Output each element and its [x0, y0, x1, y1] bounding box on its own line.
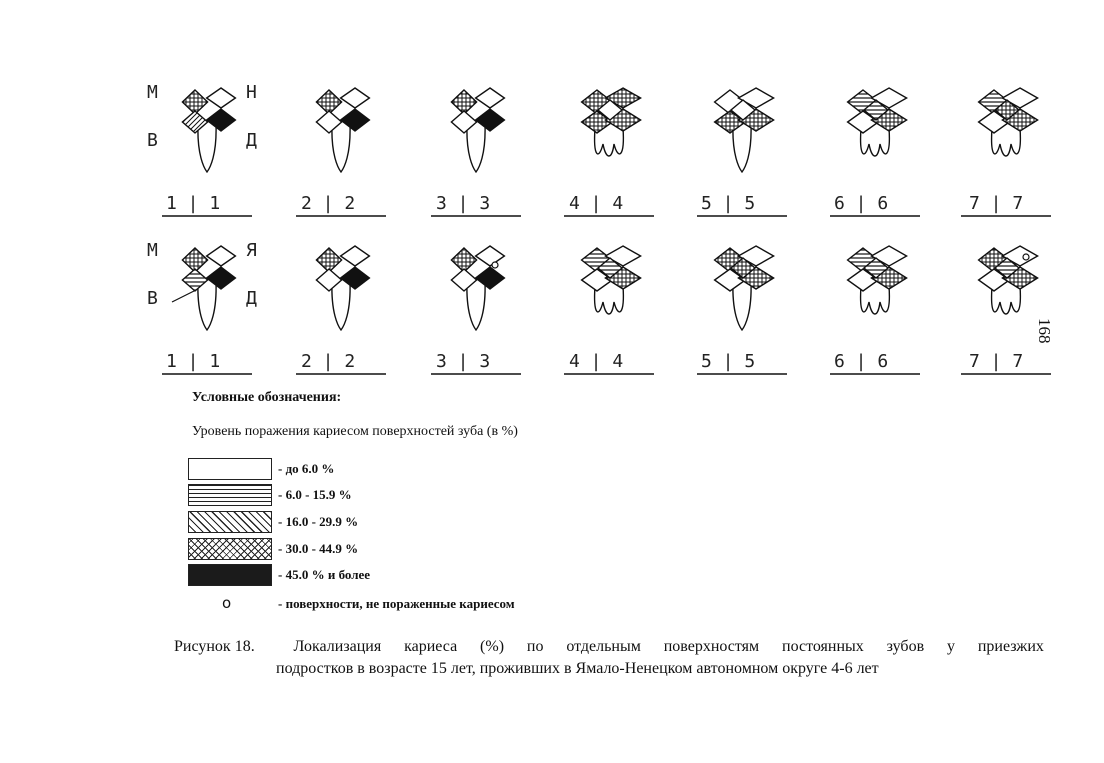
- legend-label-2: - 16.0 - 29.9 %: [278, 514, 359, 529]
- label-distal-upper: Д: [246, 130, 257, 151]
- legend-swatch-blank: [188, 458, 272, 480]
- tooth-label-lower-5: 5 | 5: [701, 351, 756, 372]
- tooth-label-lower-1: 1 | 1: [166, 351, 221, 372]
- surface-top: [207, 246, 236, 266]
- tooth-label-upper-6: 6 | 6: [834, 193, 889, 214]
- label-vestibular-upper: В: [147, 130, 158, 151]
- label-vestibular-lower: В: [147, 288, 158, 309]
- healthy-surface-circle: [1023, 254, 1029, 260]
- label-ya-lower: Я: [246, 240, 257, 261]
- healthy-surface-circle: [492, 262, 498, 268]
- surface-top: [341, 246, 370, 266]
- surface-top: [341, 88, 370, 108]
- caption-word: приезжих: [977, 638, 1044, 655]
- label-mesial-upper: М: [147, 82, 158, 103]
- tooth-root: [332, 124, 350, 172]
- caption-number: Рисунок 18.: [174, 638, 255, 655]
- legend-label-0: - до 6.0 %: [278, 461, 335, 476]
- tooth-root: [733, 124, 751, 172]
- tooth-label-upper-7: 7 | 7: [969, 193, 1024, 214]
- tooth-label-upper-1: 1 | 1: [166, 193, 221, 214]
- caption-word: отдельным: [566, 638, 641, 655]
- caption-word: поверхностям: [663, 638, 760, 655]
- tooth-label-upper-5: 5 | 5: [701, 193, 756, 214]
- label-distal-lower: Д: [246, 288, 257, 309]
- tooth-root: [332, 282, 350, 330]
- surface-top: [476, 246, 505, 266]
- tooth-label-lower-7: 7 | 7: [969, 351, 1024, 372]
- tooth-root: [733, 282, 751, 330]
- legend-label-4: - 45.0 % и более: [278, 567, 371, 582]
- caption-word: Локализация: [293, 638, 382, 655]
- legend-label-1: - 6.0 - 15.9 %: [278, 487, 352, 502]
- tooth-label-upper-3: 3 | 3: [436, 193, 491, 214]
- legend-circle-label: - поверхности, не пораженные кариесом: [278, 596, 515, 611]
- tooth-label-upper-4: 4 | 4: [569, 193, 624, 214]
- tooth-label-lower-4: 4 | 4: [569, 351, 624, 372]
- tooth-label-lower-2: 2 | 2: [301, 351, 356, 372]
- legend-swatch-solid: [188, 564, 272, 586]
- surface-top: [207, 88, 236, 108]
- legend-swatch-diagonal: [188, 511, 272, 533]
- page-number: 168: [1035, 318, 1054, 344]
- caption-word: зубов: [886, 638, 925, 655]
- surface-top: [476, 88, 505, 108]
- figure-caption: [174, 636, 1044, 680]
- pointer-line: [172, 290, 196, 302]
- tooth-root: [467, 282, 485, 330]
- legend-swatch-crosshatch: [188, 538, 272, 560]
- legend-label-3: - 30.0 - 44.9 %: [278, 541, 359, 556]
- caption-word: по: [526, 638, 544, 655]
- label-n-upper: Н: [246, 82, 257, 103]
- tooth-label-lower-6: 6 | 6: [834, 351, 889, 372]
- caption-word: (%): [480, 638, 505, 655]
- legend-subtitle: Уровень поражения кариесом поверхностей зуба (в %): [192, 424, 518, 439]
- tooth-root: [198, 124, 216, 172]
- legend-circle-symbol: о: [222, 594, 232, 612]
- legend-swatch-horizontal: [188, 484, 272, 506]
- caption-word: постоянных: [782, 638, 864, 655]
- tooth-label-lower-3: 3 | 3: [436, 351, 491, 372]
- legend-title: Условные обозначения:: [192, 390, 342, 405]
- caption-word: кариеса: [404, 638, 458, 655]
- caption-word: у: [946, 638, 955, 655]
- tooth-root: [467, 124, 485, 172]
- label-mesial-lower: М: [147, 240, 158, 261]
- tooth-root: [198, 282, 216, 330]
- tooth-label-upper-2: 2 | 2: [301, 193, 356, 214]
- caption-line-2: подростков в возрасте 15 лет, проживших в Ямало-Ненецком автономном округе 4-6 лет: [276, 660, 879, 677]
